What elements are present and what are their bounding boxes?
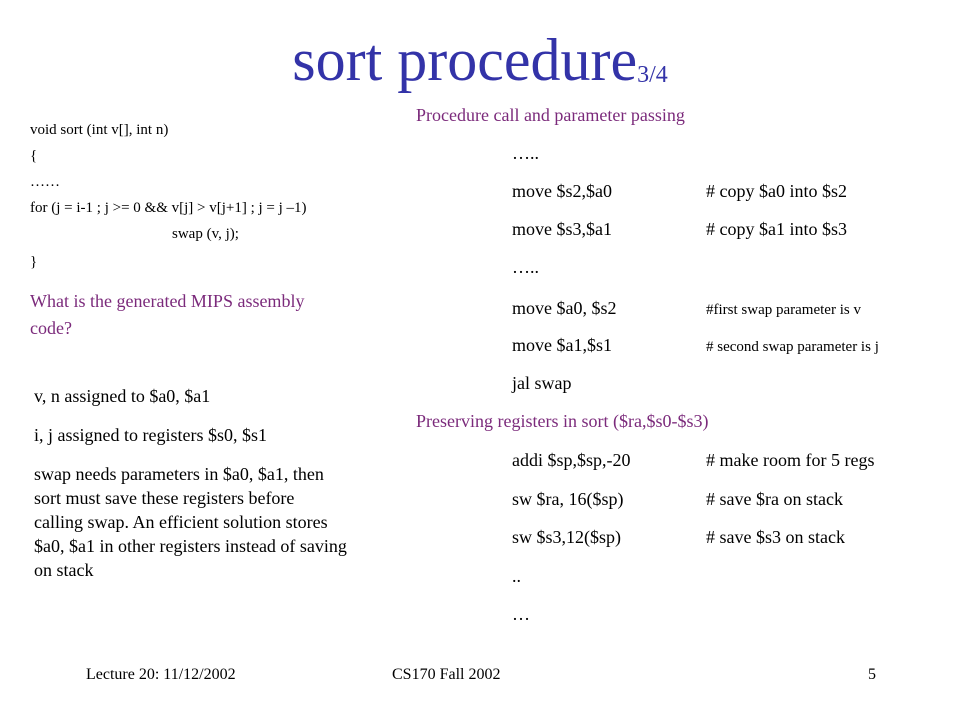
asm-instr: … xyxy=(512,604,530,624)
asm-instr: .. xyxy=(512,566,521,586)
question-line-2: code? xyxy=(30,318,72,338)
paragraph-line-5: on stack xyxy=(34,560,94,580)
asm-comment: # make room for 5 regs xyxy=(706,450,875,470)
code-line-3: …… xyxy=(30,174,60,190)
footer-course: CS170 Fall 2002 xyxy=(392,666,501,683)
asm-instr: sw $s3,12($sp) xyxy=(512,527,622,547)
footer-lecture-date: Lecture 20: 11/12/2002 xyxy=(86,666,236,683)
paragraph-line-3: calling swap. An efficient solution stores xyxy=(34,512,328,532)
question-line-1: What is the generated MIPS assembly xyxy=(30,291,305,311)
paragraph-line-4: $a0, $a1 in other registers instead of saving xyxy=(34,536,347,556)
asm-comment: # save $s3 on stack xyxy=(706,527,845,547)
asm-instr: jal swap xyxy=(512,373,572,393)
asm-comment: # copy $a1 into $s3 xyxy=(706,219,847,239)
code-line-1: void sort (int v[], int n) xyxy=(30,122,169,138)
paragraph-line-2: sort must save these registers before xyxy=(34,488,295,508)
code-line-6: } xyxy=(30,254,38,270)
asm-instr: addi $sp,$sp,-20 xyxy=(512,450,631,470)
asm-instr: ….. xyxy=(512,257,539,277)
heading-preserving-registers: Preserving registers in sort ($ra,$s0-$s3) xyxy=(416,411,709,431)
asm-comment: # save $ra on stack xyxy=(706,489,843,509)
slide-title xyxy=(0,28,960,105)
footer-page-number: 5 xyxy=(868,666,876,683)
asm-comment: # copy $a0 into $s2 xyxy=(706,181,847,201)
slide-title-sub: 3/4 xyxy=(637,62,668,88)
asm-instr: sw $ra, 16($sp) xyxy=(512,489,624,509)
asm-instr: ….. xyxy=(512,143,539,163)
note-registers-args: v, n assigned to $a0, $a1 xyxy=(34,386,211,406)
code-line-5: swap (v, j); xyxy=(172,226,239,242)
note-registers-locals: i, j assigned to registers $s0, $s1 xyxy=(34,425,267,445)
asm-instr: move $a1,$s1 xyxy=(512,335,612,355)
code-line-4: for (j = i-1 ; j >= 0 && v[j] > v[j+1] ; j = j –1) xyxy=(30,200,307,216)
asm-instr: move $s2,$a0 xyxy=(512,181,612,201)
slide-title-main: sort procedure xyxy=(292,27,638,93)
heading-procedure-call: Procedure call and parameter passing xyxy=(416,105,685,125)
paragraph-line-1: swap needs parameters in $a0, $a1, then xyxy=(34,464,324,484)
asm-instr: move $s3,$a1 xyxy=(512,219,612,239)
asm-instr: move $a0, $s2 xyxy=(512,298,617,318)
asm-comment: #first swap parameter is v xyxy=(706,302,861,318)
code-line-2: { xyxy=(30,148,38,164)
asm-comment: # second swap parameter is j xyxy=(706,339,879,355)
